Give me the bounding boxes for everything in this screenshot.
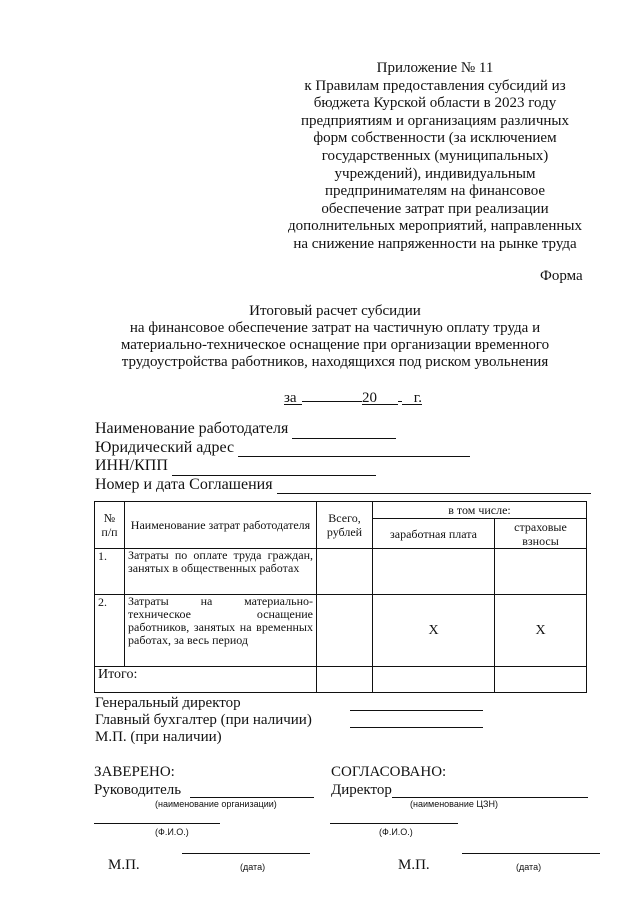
header-salary: заработная плата — [373, 519, 495, 549]
appendix-line: обеспечение затрат при реализации — [321, 200, 549, 217]
header-name: Наименование затрат работодателя — [125, 502, 317, 549]
header-num: № п/п — [95, 502, 125, 549]
period-year-suffix: г. — [402, 390, 422, 405]
director-signature-line[interactable] — [350, 710, 483, 711]
field-employer-name — [95, 420, 591, 439]
agreed-heading: СОГЛАСОВАНО: — [331, 764, 447, 780]
appendix-line: предпринимателям на финансовое — [324, 183, 546, 200]
header-total: Всего, рублей — [317, 502, 373, 549]
signature-director: Генеральный директор — [95, 695, 241, 711]
agreed-org-line[interactable] — [392, 797, 588, 798]
row-num: 1. — [95, 549, 125, 595]
title-line: Итоговый расчет субсидии — [249, 303, 421, 319]
field-inn-kpp — [95, 457, 591, 476]
agreed-fio-line[interactable] — [330, 823, 458, 824]
title-line: материально-техническое оснащение при организации временного — [120, 337, 550, 353]
appendix-line: предприятиям и организациям различных — [301, 112, 569, 129]
certified-fio-caption: (Ф.И.О.) — [155, 827, 189, 837]
certified-org-caption: (наименование организации) — [155, 799, 277, 809]
certified-role: Руководитель — [94, 782, 182, 798]
period-blank[interactable] — [302, 387, 362, 402]
row-name: Затраты на материально-техническое оснащение работников, занятых на временных работах, за весь период — [125, 595, 317, 667]
agreed-date-line[interactable] — [462, 853, 600, 854]
total-salary[interactable] — [373, 667, 495, 693]
certified-fio-line[interactable] — [94, 823, 220, 824]
agreed-role: Директор — [331, 782, 392, 798]
appendix-line: форм собственности (за исключением — [313, 130, 557, 147]
certified-org-line[interactable] — [190, 797, 314, 798]
field-legal-address — [95, 439, 591, 458]
costs-table — [94, 501, 587, 693]
field-agreement — [95, 476, 591, 495]
row-name: Затраты по оплате труда граждан, занятых в общественных работах — [125, 549, 317, 595]
field-label: Номер и дата Соглашения — [95, 475, 273, 493]
title-line: трудоустройства работников, находящихся под риском увольнения — [121, 354, 549, 370]
employer-name-blank[interactable] — [292, 424, 396, 439]
total-sum[interactable] — [317, 667, 373, 693]
period-line — [284, 387, 422, 407]
agreed-org-caption: (наименование ЦЗН) — [410, 799, 498, 809]
row-insurance[interactable] — [495, 549, 587, 595]
row-num: 2. — [95, 595, 125, 667]
agreed-date-caption: (дата) — [516, 862, 542, 872]
field-label: Наименование работодателя — [95, 420, 289, 437]
certified-heading: ЗАВЕРЕНО: — [94, 764, 175, 780]
appendix-line: бюджета Курской области в 2023 году — [313, 95, 557, 112]
appendix-header — [270, 60, 600, 254]
signature-accountant: Главный бухгалтер (при наличии) — [95, 712, 312, 728]
employer-fields — [95, 420, 591, 494]
document-title — [90, 303, 580, 371]
appendix-line: Приложение № 11 — [376, 60, 494, 76]
accountant-signature-line[interactable] — [350, 727, 483, 728]
total-label: Итого: — [95, 667, 317, 693]
appendix-line: дополнительных мероприятий, направленных — [288, 218, 582, 235]
table-row — [95, 549, 587, 595]
appendix-line: на снижение напряженности на рынке труда — [293, 235, 577, 252]
agreed-fio-caption: (Ф.И.О.) — [379, 827, 413, 837]
inn-kpp-blank[interactable] — [172, 461, 376, 476]
period-prefix: за — [284, 390, 302, 405]
agreed-seal: М.П. — [398, 857, 430, 873]
period-year-prefix: 20 — [362, 390, 398, 405]
header-insurance: страховые взносы — [495, 519, 587, 549]
appendix-line: к Правилам предоставления субсидий из — [304, 77, 566, 94]
field-label: Юридический адрес — [95, 438, 235, 456]
total-insurance[interactable] — [495, 667, 587, 693]
certified-seal: М.П. — [108, 857, 140, 873]
appendix-line: государственных (муниципальных) — [321, 147, 549, 164]
row-insurance: X — [495, 595, 587, 667]
row-total[interactable] — [317, 595, 373, 667]
header-including: в том числе: — [373, 502, 587, 519]
legal-address-blank[interactable] — [238, 442, 470, 457]
certified-date-caption: (дата) — [240, 862, 266, 872]
form-label: Форма — [540, 268, 583, 284]
table-total-row — [95, 667, 587, 693]
signature-seal: М.П. (при наличии) — [95, 729, 222, 745]
title-line: на финансовое обеспечение затрат на частичную оплату труда и — [129, 320, 541, 336]
certified-date-line[interactable] — [182, 853, 310, 854]
row-total[interactable] — [317, 549, 373, 595]
row-salary[interactable] — [373, 549, 495, 595]
agreement-blank[interactable] — [277, 479, 591, 494]
table-row — [95, 595, 587, 667]
row-salary: X — [373, 595, 495, 667]
field-label: ИНН/КПП — [95, 457, 168, 474]
appendix-line: учреждений), индивидуальным — [334, 165, 536, 182]
